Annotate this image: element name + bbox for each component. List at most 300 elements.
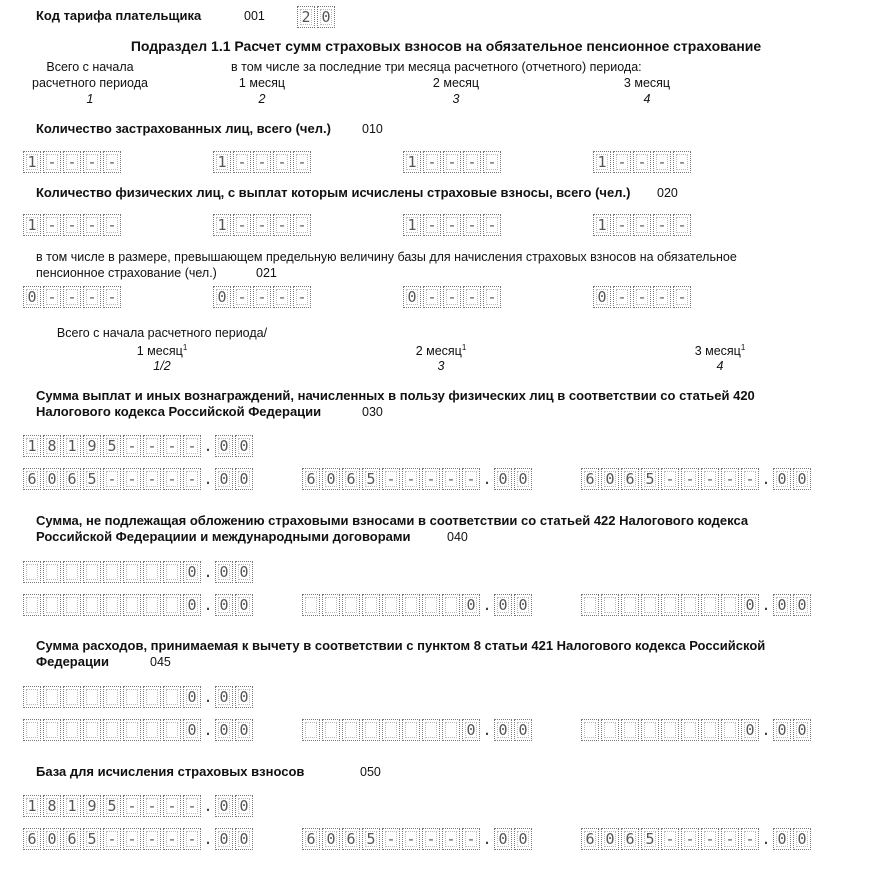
digit-cell[interactable]	[581, 719, 599, 741]
digit-cell[interactable]	[422, 719, 440, 741]
digit-cell[interactable]	[322, 719, 340, 741]
digit-cell[interactable]: -	[143, 828, 161, 850]
digit-cell[interactable]: 0	[235, 828, 253, 850]
digit-cell[interactable]: -	[483, 214, 501, 236]
line-045-month2-field[interactable]	[302, 717, 534, 743]
digit-cell[interactable]: -	[253, 151, 271, 173]
line-040-total-field[interactable]	[23, 559, 255, 585]
digit-cell[interactable]: 6	[581, 828, 599, 850]
digit-cell[interactable]: 0	[183, 594, 201, 616]
digit-cell[interactable]: -	[443, 151, 461, 173]
digit-cell[interactable]: -	[233, 151, 251, 173]
line-021-label-line2: пенсионное страхование (чел.)	[36, 266, 217, 280]
header2-col-num-2: 3	[437, 359, 445, 373]
line-021-month1-field[interactable]	[213, 284, 313, 310]
digit-cell[interactable]	[342, 719, 360, 741]
digit-cell[interactable]: 0	[793, 828, 811, 850]
digit-cell[interactable]: 5	[362, 828, 380, 850]
digit-cell[interactable]	[123, 561, 141, 583]
digit-cell[interactable]: -	[462, 468, 480, 490]
digit-cell[interactable]: -	[163, 795, 181, 817]
digit-cell[interactable]: 0	[235, 594, 253, 616]
digit-cell[interactable]: 0	[43, 468, 61, 490]
digit-cell[interactable]: -	[422, 828, 440, 850]
digit-cell[interactable]: 0	[235, 561, 253, 583]
digit-cell[interactable]: -	[721, 468, 739, 490]
line-040-code: 040	[447, 530, 468, 544]
digit-cell[interactable]: 0	[741, 719, 759, 741]
digit-cell[interactable]: 5	[641, 828, 659, 850]
line-040-month1-field[interactable]	[23, 592, 255, 618]
digit-cell[interactable]: -	[463, 151, 481, 173]
digit-cell[interactable]	[322, 594, 340, 616]
line-010-month3-field[interactable]	[593, 149, 693, 175]
digit-cell[interactable]	[83, 561, 101, 583]
line-020-month3-field[interactable]	[593, 212, 693, 238]
decimal-point: .	[482, 830, 492, 848]
digit-cell[interactable]	[103, 594, 121, 616]
digit-cell[interactable]: 9	[83, 435, 101, 457]
digit-cell[interactable]	[422, 594, 440, 616]
digit-cell[interactable]: 0	[773, 719, 791, 741]
digit-cell[interactable]: 0	[183, 561, 201, 583]
digit-cell[interactable]	[681, 594, 699, 616]
digit-cell[interactable]: -	[442, 828, 460, 850]
digit-cell[interactable]: 0	[183, 719, 201, 741]
header-last-three-months: в том числе за последние три месяца расчетного (отчетного) периода:	[231, 60, 642, 74]
digit-cell[interactable]	[43, 719, 61, 741]
tariff-code-field[interactable]	[297, 4, 337, 30]
line-045-total-field[interactable]	[23, 684, 255, 710]
digit-cell[interactable]: -	[143, 435, 161, 457]
digit-cell[interactable]: -	[293, 214, 311, 236]
digit-cell[interactable]: -	[613, 214, 631, 236]
digit-cell[interactable]: -	[43, 151, 61, 173]
decimal-point: .	[203, 830, 213, 848]
digit-cell[interactable]: 0	[403, 286, 421, 308]
digit-cell[interactable]	[442, 594, 460, 616]
digit-cell[interactable]: 0	[215, 828, 233, 850]
digit-cell[interactable]: -	[183, 795, 201, 817]
line-021-total-field[interactable]	[23, 284, 123, 310]
digit-cell[interactable]: 0	[793, 719, 811, 741]
digit-cell[interactable]: 0	[215, 594, 233, 616]
line-020-month2-field[interactable]	[403, 212, 503, 238]
digit-cell[interactable]: 0	[462, 594, 480, 616]
decimal-point: .	[203, 721, 213, 739]
digit-cell[interactable]: -	[183, 435, 201, 457]
line-030-month2-field[interactable]	[302, 466, 534, 492]
digit-cell[interactable]: -	[721, 828, 739, 850]
digit-cell[interactable]: 0	[514, 468, 532, 490]
digit-cell[interactable]: -	[233, 214, 251, 236]
digit-cell[interactable]: -	[613, 151, 631, 173]
digit-cell[interactable]	[382, 719, 400, 741]
digit-cell[interactable]	[681, 719, 699, 741]
digit-cell[interactable]: -	[163, 435, 181, 457]
digit-cell[interactable]: 5	[83, 828, 101, 850]
digit-cell[interactable]	[601, 594, 619, 616]
digit-cell[interactable]: -	[673, 286, 691, 308]
digit-cell[interactable]: 0	[215, 795, 233, 817]
digit-cell[interactable]	[43, 686, 61, 708]
digit-cell[interactable]	[721, 594, 739, 616]
digit-cell[interactable]: -	[653, 214, 671, 236]
digit-cell[interactable]: -	[661, 828, 679, 850]
line-021-code: 021	[256, 266, 277, 280]
digit-cell[interactable]: 6	[621, 828, 639, 850]
decimal-point: .	[203, 437, 213, 455]
digit-cell[interactable]: 0	[593, 286, 611, 308]
digit-cell[interactable]: -	[442, 468, 460, 490]
digit-cell[interactable]: -	[463, 286, 481, 308]
digit-cell[interactable]	[163, 561, 181, 583]
digit-cell[interactable]: -	[423, 151, 441, 173]
line-020-label: Количество физических лиц, с выплат которым исчислены страховые взносы, всего (чел.)	[36, 185, 631, 200]
digit-cell[interactable]: 0	[514, 719, 532, 741]
digit-cell[interactable]: -	[423, 286, 441, 308]
digit-cell[interactable]	[362, 719, 380, 741]
digit-cell[interactable]	[63, 594, 81, 616]
digit-cell[interactable]: 0	[793, 594, 811, 616]
digit-cell[interactable]: -	[633, 286, 651, 308]
line-020-month1-field[interactable]	[213, 212, 313, 238]
digit-cell[interactable]: -	[423, 214, 441, 236]
digit-cell[interactable]: -	[293, 151, 311, 173]
digit-cell[interactable]: 0	[494, 719, 512, 741]
digit-cell[interactable]	[23, 561, 41, 583]
digit-cell[interactable]	[302, 594, 320, 616]
digit-cell[interactable]: -	[273, 151, 291, 173]
digit-cell[interactable]	[143, 686, 161, 708]
digit-cell[interactable]: 0	[494, 594, 512, 616]
digit-cell[interactable]: 6	[23, 468, 41, 490]
line-010-label: Количество застрахованных лиц, всего (чел.)	[36, 121, 331, 136]
digit-cell[interactable]	[123, 719, 141, 741]
line-050-month1-field[interactable]	[23, 826, 255, 852]
digit-cell[interactable]: -	[483, 286, 501, 308]
header2-col-num-1: 1/2	[153, 359, 171, 373]
digit-cell[interactable]: 6	[302, 468, 320, 490]
digit-cell[interactable]: -	[443, 214, 461, 236]
digit-cell[interactable]	[621, 719, 639, 741]
digit-cell[interactable]: 5	[83, 468, 101, 490]
digit-cell[interactable]: -	[653, 151, 671, 173]
digit-cell[interactable]	[442, 719, 460, 741]
digit-cell[interactable]	[641, 594, 659, 616]
digit-cell[interactable]: -	[103, 214, 121, 236]
digit-cell[interactable]: 0	[322, 828, 340, 850]
digit-cell[interactable]: -	[83, 286, 101, 308]
digit-cell[interactable]: 5	[362, 468, 380, 490]
digit-cell[interactable]: 0	[235, 719, 253, 741]
digit-cell[interactable]: -	[123, 828, 141, 850]
digit-cell[interactable]: 0	[773, 828, 791, 850]
digit-cell[interactable]	[163, 594, 181, 616]
digit-cell[interactable]: -	[701, 828, 719, 850]
digit-cell[interactable]: 0	[215, 468, 233, 490]
digit-cell[interactable]	[581, 594, 599, 616]
digit-cell[interactable]: -	[701, 468, 719, 490]
digit-cell[interactable]: 0	[215, 686, 233, 708]
digit-cell[interactable]	[362, 594, 380, 616]
digit-cell[interactable]: 6	[302, 828, 320, 850]
digit-cell[interactable]: -	[103, 828, 121, 850]
digit-cell[interactable]: 1	[403, 214, 421, 236]
digit-cell[interactable]: -	[681, 468, 699, 490]
digit-cell[interactable]: -	[43, 286, 61, 308]
digit-cell[interactable]: -	[183, 468, 201, 490]
digit-cell[interactable]: -	[293, 286, 311, 308]
digit-cell[interactable]	[103, 561, 121, 583]
digit-cell[interactable]: 1	[403, 151, 421, 173]
digit-cell[interactable]: -	[123, 468, 141, 490]
decimal-point: .	[203, 563, 213, 581]
digit-cell[interactable]	[163, 719, 181, 741]
digit-cell[interactable]: -	[673, 214, 691, 236]
line-030-code: 030	[362, 405, 383, 419]
digit-cell[interactable]: 1	[23, 214, 41, 236]
digit-cell[interactable]: -	[741, 828, 759, 850]
digit-cell[interactable]: -	[463, 214, 481, 236]
digit-cell[interactable]: 0	[601, 468, 619, 490]
line-030-month1-field[interactable]	[23, 466, 255, 492]
digit-cell[interactable]: -	[63, 214, 81, 236]
digit-cell[interactable]: 1	[63, 435, 81, 457]
line-020-total-field[interactable]	[23, 212, 123, 238]
digit-cell[interactable]: -	[103, 468, 121, 490]
digit-cell[interactable]: -	[422, 468, 440, 490]
digit-cell[interactable]	[43, 594, 61, 616]
digit-cell[interactable]: 0	[235, 435, 253, 457]
digit-cell[interactable]: -	[123, 435, 141, 457]
digit-cell[interactable]: 0	[773, 594, 791, 616]
digit-cell[interactable]: 0	[235, 795, 253, 817]
digit-cell[interactable]: 0	[43, 828, 61, 850]
line-045-month1-field[interactable]	[23, 717, 255, 743]
digit-cell[interactable]: 5	[103, 435, 121, 457]
digit-cell[interactable]: -	[253, 286, 271, 308]
digit-cell[interactable]: 0	[23, 286, 41, 308]
digit-cell[interactable]	[402, 594, 420, 616]
digit-cell[interactable]: -	[443, 286, 461, 308]
digit-cell[interactable]: 6	[342, 468, 360, 490]
digit-cell[interactable]	[661, 719, 679, 741]
line-040-month3-field[interactable]	[581, 592, 813, 618]
line-050-label: База для исчисления страховых взносов	[36, 764, 305, 779]
digit-cell[interactable]: -	[382, 828, 400, 850]
digit-cell[interactable]: -	[382, 468, 400, 490]
digit-cell[interactable]	[701, 594, 719, 616]
digit-cell[interactable]: 0	[514, 828, 532, 850]
line-030-month3-field[interactable]	[581, 466, 813, 492]
digit-cell[interactable]: -	[83, 151, 101, 173]
digit-cell[interactable]: 1	[23, 151, 41, 173]
line-050-total-field[interactable]	[23, 793, 255, 819]
digit-cell[interactable]	[163, 686, 181, 708]
digit-cell[interactable]	[83, 686, 101, 708]
digit-cell[interactable]	[621, 594, 639, 616]
line-010-month2-field[interactable]	[403, 149, 503, 175]
digit-cell[interactable]: -	[143, 795, 161, 817]
digit-cell[interactable]: -	[613, 286, 631, 308]
digit-cell[interactable]: 1	[593, 151, 611, 173]
digit-cell[interactable]: 0	[494, 468, 512, 490]
header-month1: 1 месяц	[238, 76, 286, 90]
digit-cell[interactable]	[23, 594, 41, 616]
header-month3: 3 месяц	[623, 76, 671, 90]
digit-cell[interactable]: 0	[215, 719, 233, 741]
digit-cell[interactable]: 0	[601, 828, 619, 850]
line-021-label-line1: в том числе в размере, превышающем предельную величину базы для начисления страховых взносов на обязательное	[36, 250, 737, 264]
digit-cell[interactable]: 1	[23, 435, 41, 457]
decimal-point: .	[761, 721, 771, 739]
digit-cell[interactable]: -	[163, 828, 181, 850]
digit-cell[interactable]	[721, 719, 739, 741]
digit-cell[interactable]: -	[143, 468, 161, 490]
digit-cell[interactable]: -	[673, 151, 691, 173]
digit-cell[interactable]: -	[183, 828, 201, 850]
digit-cell[interactable]: -	[103, 286, 121, 308]
line-010-month1-field[interactable]	[213, 149, 313, 175]
digit-cell[interactable]	[641, 719, 659, 741]
digit-cell[interactable]: -	[402, 828, 420, 850]
digit-cell[interactable]: 0	[235, 686, 253, 708]
line-010-total-field[interactable]	[23, 149, 123, 175]
decimal-point: .	[761, 470, 771, 488]
digit-cell[interactable]: 1	[213, 151, 231, 173]
digit-cell[interactable]	[63, 686, 81, 708]
digit-cell[interactable]: 6	[581, 468, 599, 490]
digit-cell[interactable]: 0	[494, 828, 512, 850]
decimal-point: .	[203, 470, 213, 488]
digit-cell[interactable]: -	[633, 151, 651, 173]
digit-cell[interactable]: 9	[83, 795, 101, 817]
digit-cell[interactable]	[63, 561, 81, 583]
digit-cell[interactable]	[103, 719, 121, 741]
digit-cell[interactable]	[23, 719, 41, 741]
header2-month2: 2 месяц$^1$	[415, 343, 467, 359]
digit-cell[interactable]	[382, 594, 400, 616]
digit-cell[interactable]: 1	[593, 214, 611, 236]
digit-cell[interactable]: 0	[741, 594, 759, 616]
digit-cell[interactable]	[302, 719, 320, 741]
digit-cell[interactable]: 5	[103, 795, 121, 817]
digit-cell[interactable]: 1	[23, 795, 41, 817]
digit-cell[interactable]: 0	[235, 468, 253, 490]
digit-cell[interactable]: 0	[462, 719, 480, 741]
digit-cell[interactable]: 0	[322, 468, 340, 490]
digit-cell[interactable]: -	[253, 214, 271, 236]
line-021-month3-field[interactable]	[593, 284, 693, 310]
digit-cell[interactable]: -	[103, 151, 121, 173]
digit-cell[interactable]	[661, 594, 679, 616]
digit-cell[interactable]: 8	[43, 435, 61, 457]
digit-cell[interactable]	[123, 686, 141, 708]
digit-cell[interactable]: 0	[215, 435, 233, 457]
digit-cell[interactable]	[143, 719, 161, 741]
digit-cell[interactable]	[601, 719, 619, 741]
decimal-point: .	[482, 721, 492, 739]
digit-cell[interactable]	[43, 561, 61, 583]
digit-cell[interactable]: 1	[213, 214, 231, 236]
digit-cell[interactable]: -	[633, 214, 651, 236]
digit-cell[interactable]: 0	[793, 468, 811, 490]
line-021-month2-field[interactable]	[403, 284, 503, 310]
digit-cell[interactable]: -	[741, 468, 759, 490]
digit-cell[interactable]	[143, 561, 161, 583]
digit-cell[interactable]	[83, 594, 101, 616]
digit-cell[interactable]: 0	[183, 686, 201, 708]
header-col-num-4: 4	[643, 92, 651, 106]
digit-cell[interactable]: -	[63, 151, 81, 173]
digit-cell[interactable]: 1	[63, 795, 81, 817]
digit-cell[interactable]: 6	[23, 828, 41, 850]
digit-cell[interactable]: 6	[63, 828, 81, 850]
digit-cell[interactable]	[63, 719, 81, 741]
digit-cell[interactable]: 0	[317, 6, 335, 28]
digit-cell[interactable]	[123, 594, 141, 616]
digit-cell[interactable]: -	[83, 214, 101, 236]
decimal-point: .	[482, 470, 492, 488]
digit-cell[interactable]: -	[402, 468, 420, 490]
line-045-month3-field[interactable]	[581, 717, 813, 743]
digit-cell[interactable]	[103, 686, 121, 708]
line-040-label-line2: Российской Федерациии и международными договорами	[36, 529, 411, 544]
digit-cell[interactable]: -	[43, 214, 61, 236]
line-050-month3-field[interactable]	[581, 826, 813, 852]
digit-cell[interactable]: -	[233, 286, 251, 308]
digit-cell[interactable]: 5	[641, 468, 659, 490]
digit-cell[interactable]: -	[273, 214, 291, 236]
header-month2: 2 месяц	[432, 76, 480, 90]
digit-cell[interactable]: 0	[215, 561, 233, 583]
digit-cell[interactable]: 8	[43, 795, 61, 817]
digit-cell[interactable]: -	[661, 468, 679, 490]
digit-cell[interactable]	[402, 719, 420, 741]
digit-cell[interactable]: -	[653, 286, 671, 308]
line-020-code: 020	[657, 186, 678, 200]
digit-cell[interactable]: -	[123, 795, 141, 817]
line-030-label-line1: Сумма выплат и иных вознаграждений, начисленных в пользу физических лиц в соответствии со статьей 420	[36, 388, 755, 403]
digit-cell[interactable]: 6	[342, 828, 360, 850]
digit-cell[interactable]	[701, 719, 719, 741]
digit-cell[interactable]	[143, 594, 161, 616]
header2-total: Всего с начала расчетного периода/	[56, 326, 268, 340]
decimal-point: .	[482, 596, 492, 614]
digit-cell[interactable]: -	[681, 828, 699, 850]
digit-cell[interactable]: -	[163, 468, 181, 490]
digit-cell[interactable]: -	[483, 151, 501, 173]
digit-cell[interactable]: 6	[621, 468, 639, 490]
digit-cell[interactable]: -	[273, 286, 291, 308]
digit-cell[interactable]	[83, 719, 101, 741]
digit-cell[interactable]	[342, 594, 360, 616]
digit-cell[interactable]: 0	[514, 594, 532, 616]
digit-cell[interactable]: 0	[773, 468, 791, 490]
digit-cell[interactable]: 6	[63, 468, 81, 490]
digit-cell[interactable]: -	[63, 286, 81, 308]
digit-cell[interactable]: -	[462, 828, 480, 850]
line-030-total-field[interactable]	[23, 433, 255, 459]
line-040-month2-field[interactable]	[302, 592, 534, 618]
header2-col-num-3: 4	[716, 359, 724, 373]
line-050-month2-field[interactable]	[302, 826, 534, 852]
digit-cell[interactable]	[23, 686, 41, 708]
digit-cell[interactable]: 0	[213, 286, 231, 308]
digit-cell[interactable]: 2	[297, 6, 315, 28]
decimal-point: .	[203, 797, 213, 815]
